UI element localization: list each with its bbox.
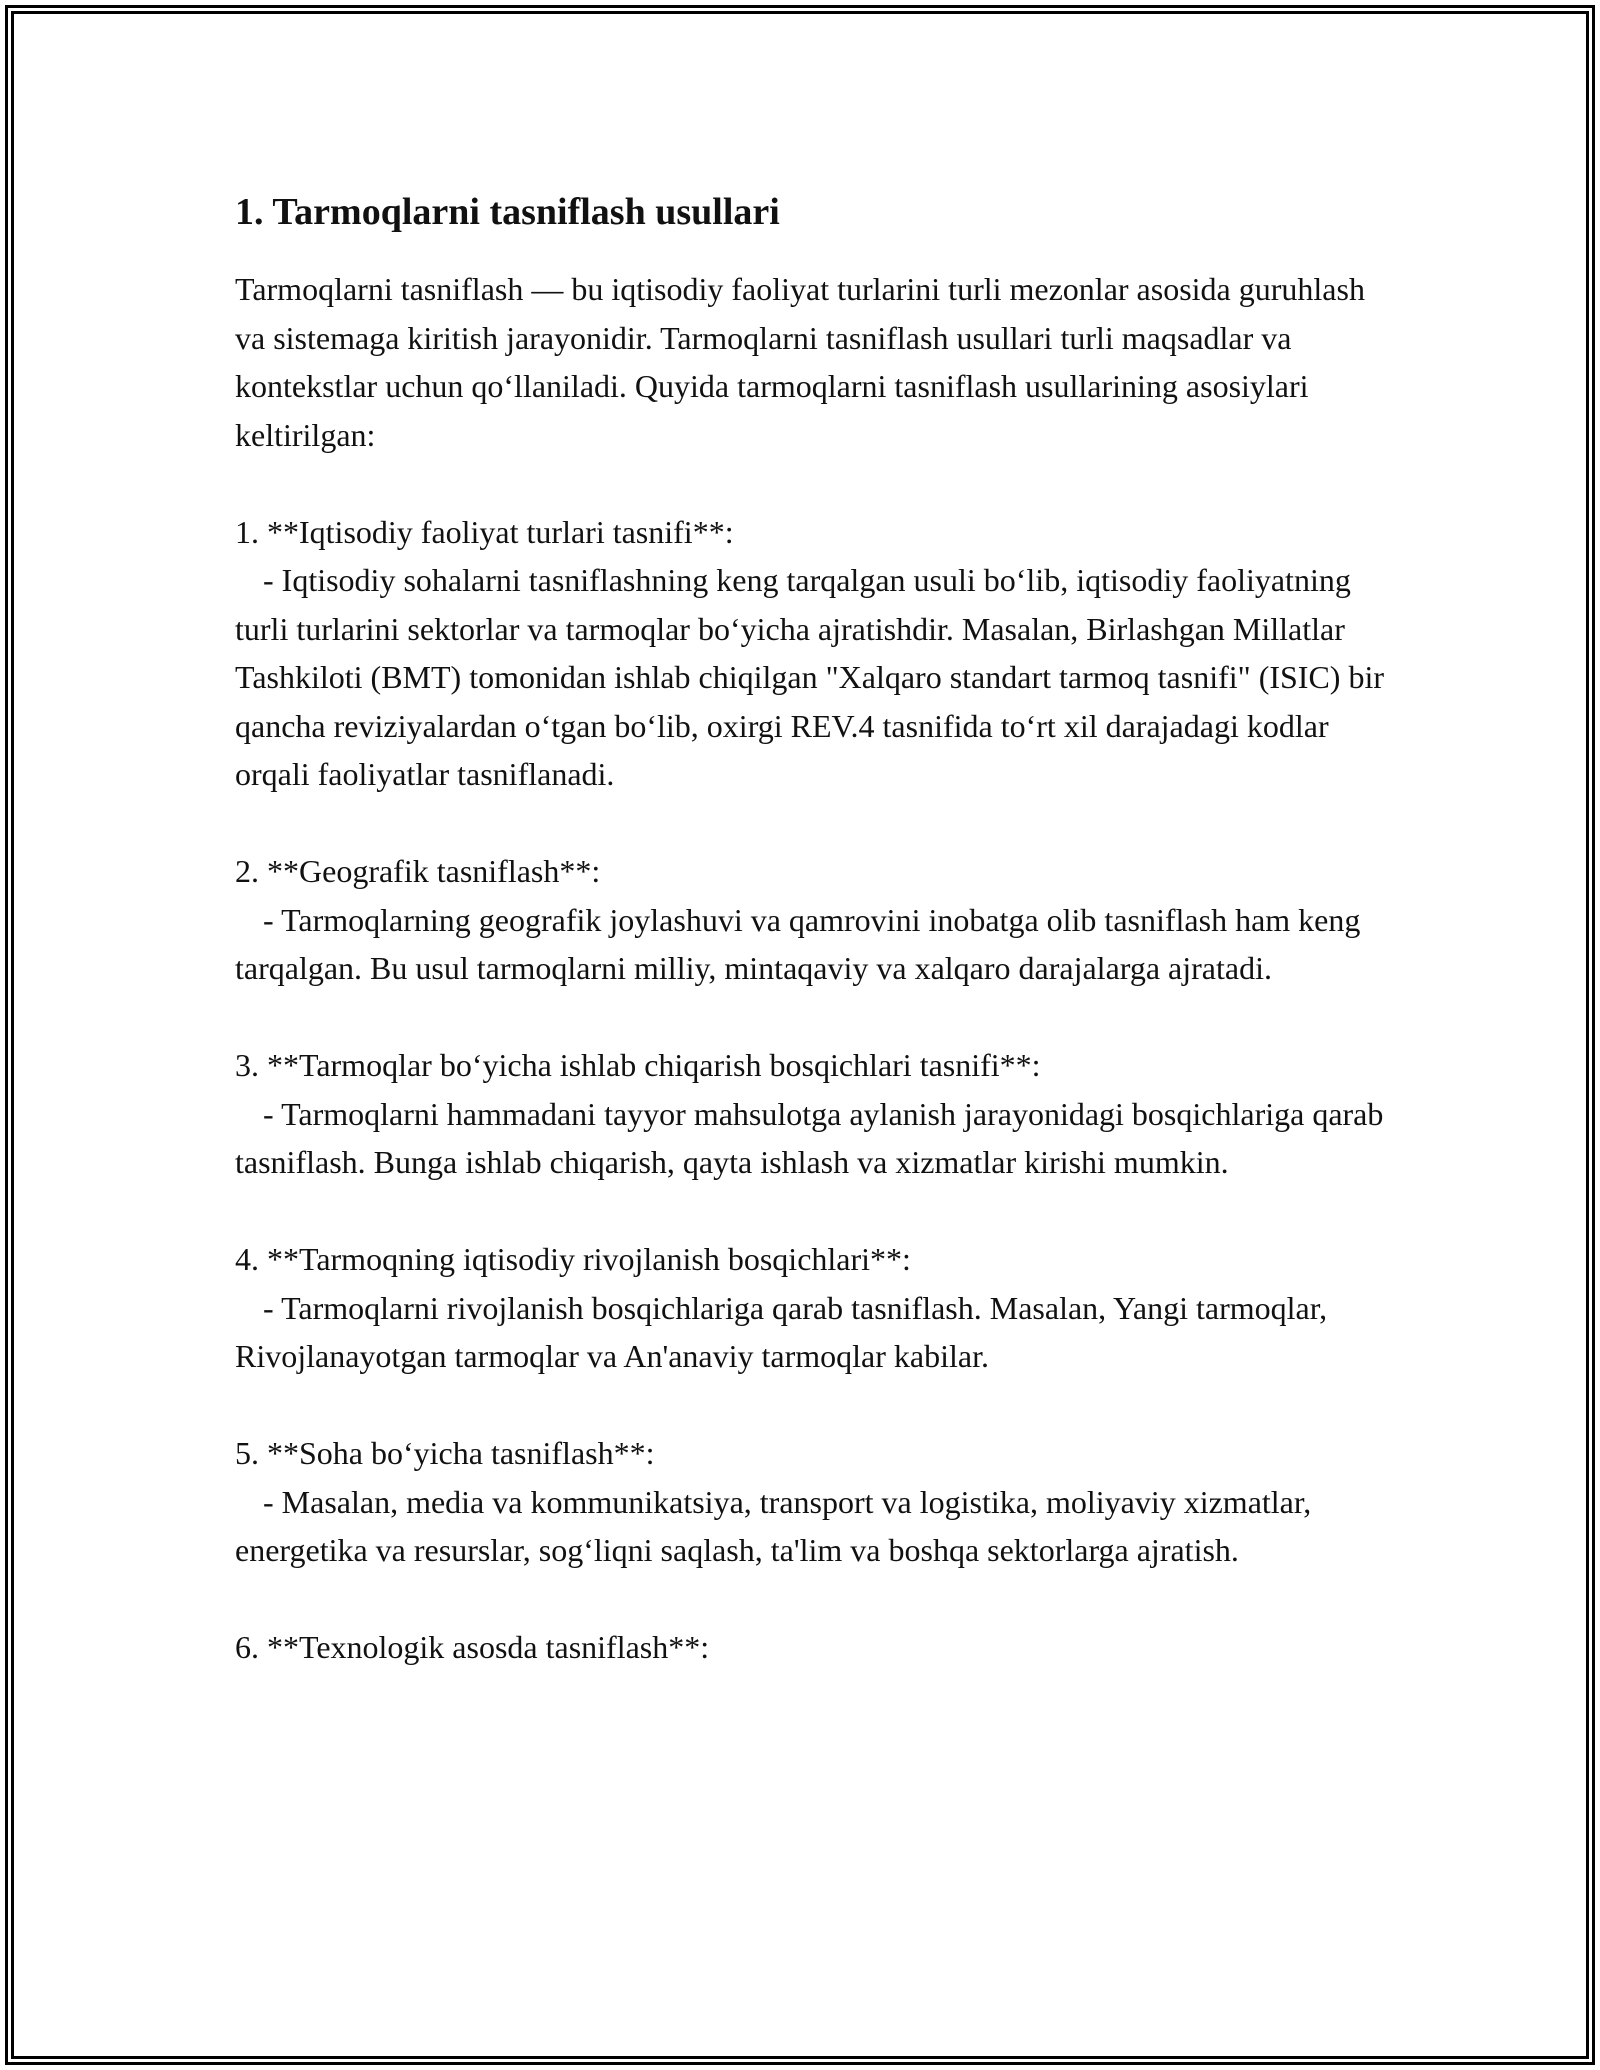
section-body: - Masalan, media va kommunikatsiya, transport va logistika, moliyaviy xizmatlar, energetika va resurslar, sog‘liqni saqlash, ta'lim va boshqa sektorlarga ajratish.	[235, 1483, 1312, 1568]
section-heading: 3. **Tarmoqlar bo‘yicha ishlab chiqarish bosqichlari tasnifi**:	[235, 1047, 1041, 1083]
section-heading: 2. **Geografik tasniflash**:	[235, 853, 601, 889]
intro-paragraph: Tarmoqlarni tasniflash — bu iqtisodiy faoliyat turlarini turli mezonlar asosida guruhlash va sistemaga kiritish jarayonidir. Tarmoqlarni tasniflash usullari turli maqsadlar va kontekstlar uchun qo‘llaniladi. Quyida tarmoqlarni tasniflash usullarining asosiylari keltirilgan:	[235, 271, 1365, 453]
section-body: - Tarmoqlarning geografik joylashuvi va qamrovini inobatga olib tasniflash ham keng tarqalgan. Bu usul tarmoqlarni milliy, mintaqaviy va xalqaro darajalarga ajratadi.	[235, 901, 1361, 986]
document-title: 1. Tarmoqlarni tasniflash usullari	[235, 191, 780, 233]
section-5	[235, 1429, 1395, 1575]
section-heading: 5. **Soha bo‘yicha tasniflash**:	[235, 1435, 655, 1471]
section-body: - Iqtisodiy sohalarni tasniflashning keng tarqalgan usuli bo‘lib, iqtisodiy faoliyatning turli turlarini sektorlar va tarmoqlar bo‘yicha ajratishdir. Masalan, Birlashgan Millatlar Tashkiloti (BMT) tomonidan ishlab chiqilgan "Xalqaro standart tarmoq tasnifi" (ISIC) bir qancha reviziyalardan o‘tgan bo‘lib, oxirgi REV.4 tasnifida to‘rt xil darajadagi kodlar orqali faoliyatlar tasniflanadi.	[235, 562, 1384, 792]
section-body: - Tarmoqlarni hammadani tayyor mahsulotga aylanish jarayonidagi bosqichlariga qarab tasniflash. Bunga ishlab chiqarish, qayta ishlash va xizmatlar kirishi mumkin.	[235, 1095, 1384, 1180]
section-3	[235, 1041, 1395, 1187]
section-2	[235, 847, 1395, 993]
section-body: - Tarmoqlarni rivojlanish bosqichlariga qarab tasniflash. Masalan, Yangi tarmoqlar, Rivojlanayotgan tarmoqlar va An'anaviy tarmoqlar kabilar.	[235, 1289, 1328, 1374]
document-content	[235, 185, 1395, 1672]
section-heading: 4. **Tarmoqning iqtisodiy rivojlanish bosqichlari**:	[235, 1241, 911, 1277]
section-6	[235, 1623, 1395, 1672]
section-heading: 6. **Texnologik asosda tasniflash**:	[235, 1629, 710, 1665]
section-4	[235, 1235, 1395, 1381]
section-1	[235, 508, 1395, 799]
section-heading: 1. **Iqtisodiy faoliyat turlari tasnifi**:	[235, 513, 734, 550]
